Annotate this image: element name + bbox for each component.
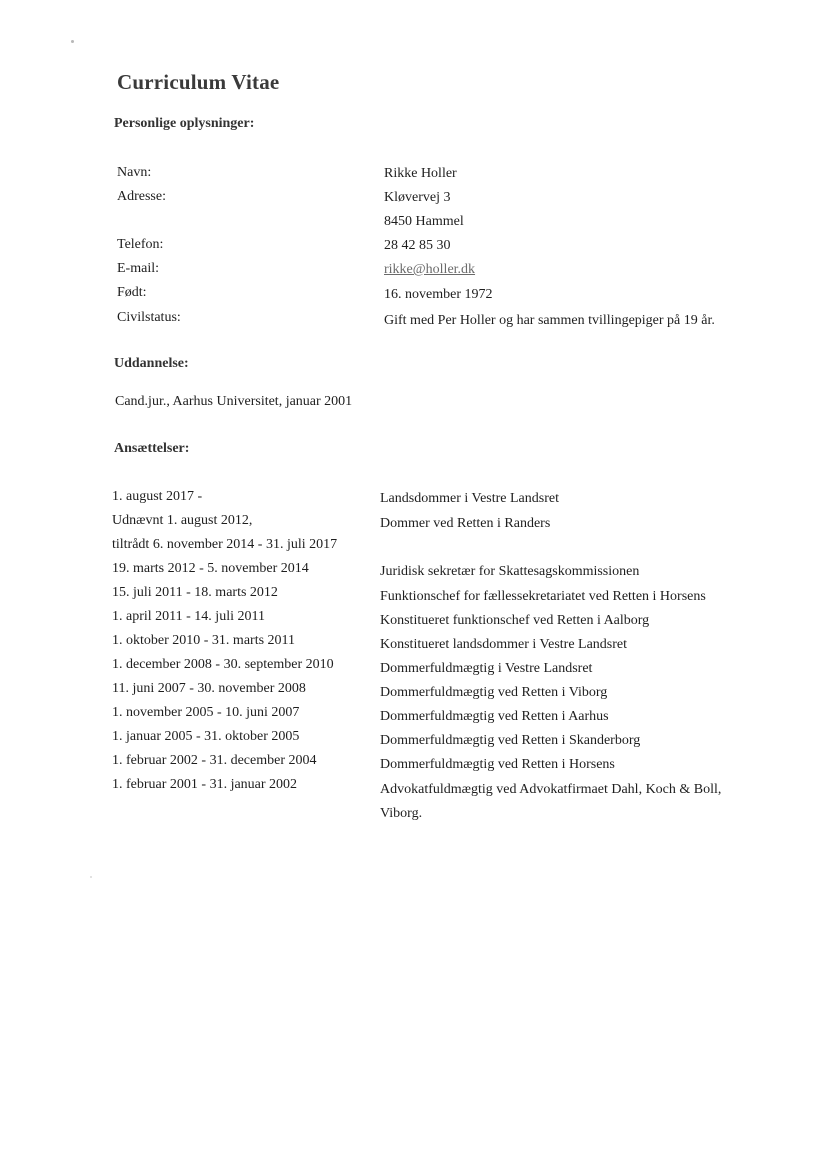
employment-date: Udnævnt 1. august 2012, [112,513,253,528]
education-item: Cand.jur., Aarhus Universitet, januar 2001 [115,394,353,409]
phone-label: Telefon: [117,237,164,252]
email-link[interactable]: rikke@holler.dk [384,262,476,277]
employment-role: Konstitueret landsdommer i Vestre Landsret [380,637,628,652]
employment-role: Dommerfuldmægtig ved Retten i Aarhus [380,709,609,724]
name-value: Rikke Holler [384,166,457,181]
employment-date: tiltrådt 6. november 2014 - 31. juli 2017 [112,537,338,552]
address-line-1: Kløvervej 3 [384,190,451,205]
born-value: 16. november 1972 [384,287,493,302]
employment-role: Dommerfuldmægtig ved Retten i Viborg [380,685,608,700]
education-heading: Uddannelse: [114,356,189,371]
employment-date: 1. august 2017 - [112,489,203,504]
address-line-2: 8450 Hammel [384,214,464,229]
employment-date: 15. juli 2011 - 18. marts 2012 [112,585,278,600]
personal-heading: Personlige oplysninger: [114,116,255,131]
employment-role: Juridisk sekretær for Skattesagskommissionen [380,564,640,579]
employment-role: Viborg. [380,806,423,821]
employment-date: 1. december 2008 - 30. september 2010 [112,657,334,672]
employment-role: Dommerfuldmægtig ved Retten i Skanderborg [380,733,641,748]
civil-status-value: Gift med Per Holler og har sammen tvillingepiger på 19 år. [384,313,715,328]
email-label: E-mail: [117,261,159,276]
email-value [384,262,475,278]
civil-status-label: Civilstatus: [117,310,181,325]
employment-date: 1. februar 2002 - 31. december 2004 [112,753,317,768]
employment-date: 1. april 2011 - 14. juli 2011 [112,609,265,624]
employment-role: Dommer ved Retten i Randers [380,516,551,531]
employment-role: Konstitueret funktionschef ved Retten i Aalborg [380,613,650,628]
employment-role: Landsdommer i Vestre Landsret [380,491,559,506]
employment-date: 1. februar 2001 - 31. januar 2002 [112,777,298,792]
employment-date: 11. juni 2007 - 30. november 2008 [112,681,306,696]
born-label: Født: [117,285,147,300]
employment-role: Funktionschef for fællessekretariatet ved Retten i Horsens [380,589,706,604]
employment-heading: Ansættelser: [114,441,190,456]
scan-speck [90,876,92,878]
scan-speck [71,40,74,43]
employment-role: Dommerfuldmægtig ved Retten i Horsens [380,757,615,772]
phone-value: 28 42 85 30 [384,238,451,253]
employment-role: Advokatfuldmægtig ved Advokatfirmaet Dahl, Koch & Boll, [380,782,722,797]
employment-date: 1. januar 2005 - 31. oktober 2005 [112,729,300,744]
name-label: Navn: [117,165,152,180]
page-title: Curriculum Vitae [117,70,280,94]
employment-date: 19. marts 2012 - 5. november 2014 [112,561,309,576]
employment-role: Dommerfuldmægtig i Vestre Landsret [380,661,593,676]
employment-date: 1. november 2005 - 10. juni 2007 [112,705,300,720]
address-label: Adresse: [117,189,166,204]
employment-date: 1. oktober 2010 - 31. marts 2011 [112,633,296,648]
